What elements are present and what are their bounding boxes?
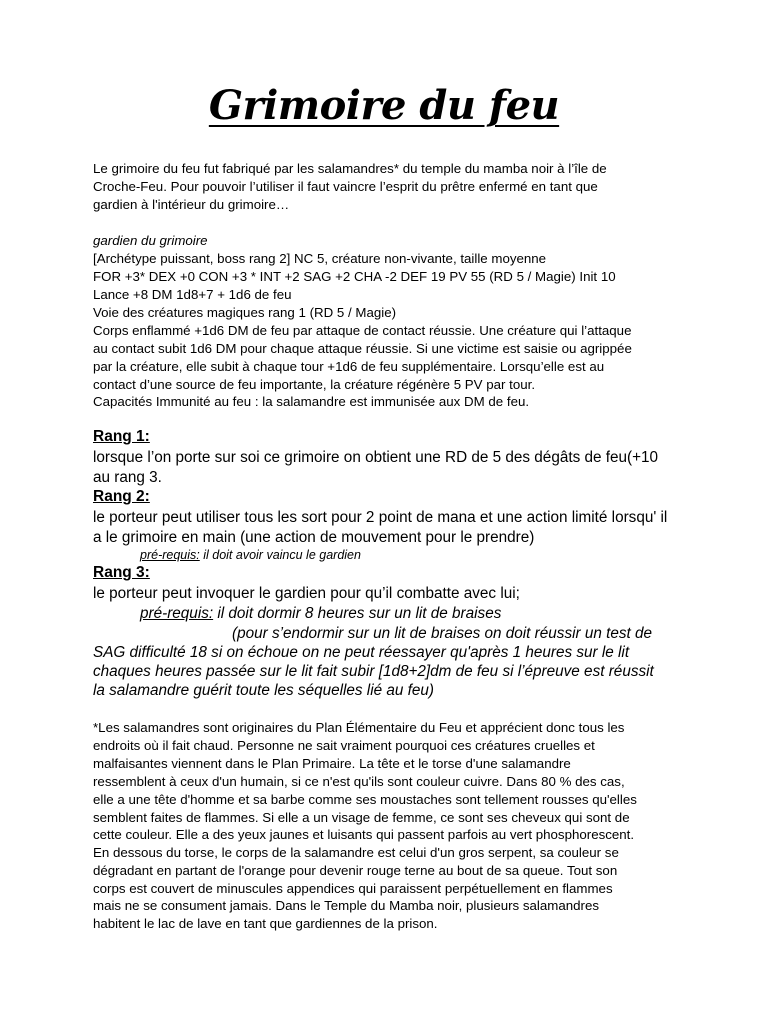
footnote-line: habitent le lac de lave en tant que gardiennes de la prison.: [93, 916, 438, 931]
guardian-heading: gardien du grimoire: [93, 233, 208, 248]
rank-3-heading: Rang 3:: [93, 564, 150, 581]
rank-3-prereq: [140, 604, 501, 624]
rank-2-prereq: [140, 546, 361, 564]
guardian-line: au contact subit 1d6 DM pour chaque attaque réussie. Si une victime est saisie ou agrippée: [93, 341, 632, 356]
footnote-line: semblent faites de flammes. Si elle a un visage de femme, ce sont ses cheveux qui sont de: [93, 810, 630, 825]
guardian-line: Capacités Immunité au feu : la salamandre est immunisée aux DM de feu.: [93, 394, 530, 409]
page-title: Grimoire du feu: [208, 82, 560, 129]
rank-1-line: au rang 3.: [93, 469, 162, 486]
guardian-line: par la créature, elle subit à chaque tour +1d6 de feu supplémentaire. Lorsqu’elle est au: [93, 359, 605, 374]
intro-line: gardien à l'intérieur du grimoire…: [93, 197, 290, 212]
rank-3-note: la salamandre guérit toute les séquelles lié au feu): [93, 682, 434, 699]
footnote-line: endroits où il fait chaud. Personne ne sait vraiment pourquoi ces créatures cruelles et: [93, 738, 595, 753]
rank-3-note: SAG difficulté 18 si on échoue on ne peut réessayer qu'après 1 heures sur le lit: [93, 644, 630, 661]
footnote-line: ressemblent à ceux d'un humain, si ce n'est qu'ils sont couleur cuivre. Dans 80 % des cas,: [93, 774, 625, 789]
guardian-line: Corps enflammé +1d6 DM de feu par attaque de contact réussie. Une créature qui l’attaque: [93, 323, 632, 338]
rank-3-note: (pour s’endormir sur un lit de braises on doit réussir un test de: [232, 625, 653, 642]
guardian-line: Lance +8 DM 1d8+7 + 1d6 de feu: [93, 287, 292, 302]
rank-2-prereq-label: pré-requis:: [140, 548, 200, 562]
guardian-line: FOR +3* DEX +0 CON +3 * INT +2 SAG +2 CHA -2 DEF 19 PV 55 (RD 5 / Magie) Init 10: [93, 269, 616, 284]
footnote-line: *Les salamandres sont originaires du Plan Élémentaire du Feu et apprécient donc tous les: [93, 720, 625, 735]
rank-2-prereq-text: il doit avoir vaincu le gardien: [199, 548, 361, 562]
footnote-line: mais ne se consument jamais. Dans le Temple du Mamba noir, plusieurs salamandres: [93, 898, 600, 913]
footnote-line: cette couleur. Elle a des yeux jaunes et luisants qui passent parfois au vert phosphorescent.: [93, 827, 635, 842]
footnote-line: corps est couvert de minuscules appendices qui paraissent perpétuellement en flammes: [93, 881, 613, 896]
guardian-line: Voie des créatures magiques rang 1 (RD 5 / Magie): [93, 305, 397, 320]
footnote-line: dégradant en partant de l'orange pour devenir rouge terne au bout de sa queue. Tout son: [93, 863, 618, 878]
intro-line: Croche-Feu. Pour pouvoir l’utiliser il faut vaincre l’esprit du prêtre enfermé en tant que: [93, 179, 598, 194]
guardian-line: contact d’une source de feu importante, la créature régénère 5 PV par tour.: [93, 377, 536, 392]
footnote-line: elle a une tête d'homme et sa barbe comme ses moustaches sont tellement rousses qu'elles: [93, 792, 637, 807]
rank-1-line: lorsque l’on porte sur soi ce grimoire on obtient une RD de 5 des dégâts de feu(+10: [93, 449, 659, 466]
footnote-line: malfaisantes viennent dans le Plan Primaire. La tête et le torse d'une salamandre: [93, 756, 571, 771]
rank-3-note: chaques heures passée sur le lit fait subir [1d8+2]dm de feu si l’épreuve est réussit: [93, 663, 654, 680]
rank-2-line: a le grimoire en main (une action de mouvement pour le prendre): [93, 529, 535, 546]
rank-2-heading: Rang 2:: [93, 488, 150, 505]
rank-3-prereq-label: pré-requis:: [140, 605, 214, 622]
intro-line: Le grimoire du feu fut fabriqué par les salamandres* du temple du mamba noir à l’île de: [93, 161, 607, 176]
rank-3-line: le porteur peut invoquer le gardien pour qu’il combatte avec lui;: [93, 585, 520, 602]
rank-3-prereq-text: il doit dormir 8 heures sur un lit de braises: [213, 605, 502, 622]
guardian-line: [Archétype puissant, boss rang 2] NC 5, créature non-vivante, taille moyenne: [93, 251, 547, 266]
rank-2-line: le porteur peut utiliser tous les sort pour 2 point de mana et une action limité lorsqu' il: [93, 509, 668, 526]
rank-1-heading: Rang 1:: [93, 428, 150, 445]
footnote-line: En dessous du torse, le corps de la salamandre est celui d'un gros serpent, sa couleur se: [93, 845, 619, 860]
